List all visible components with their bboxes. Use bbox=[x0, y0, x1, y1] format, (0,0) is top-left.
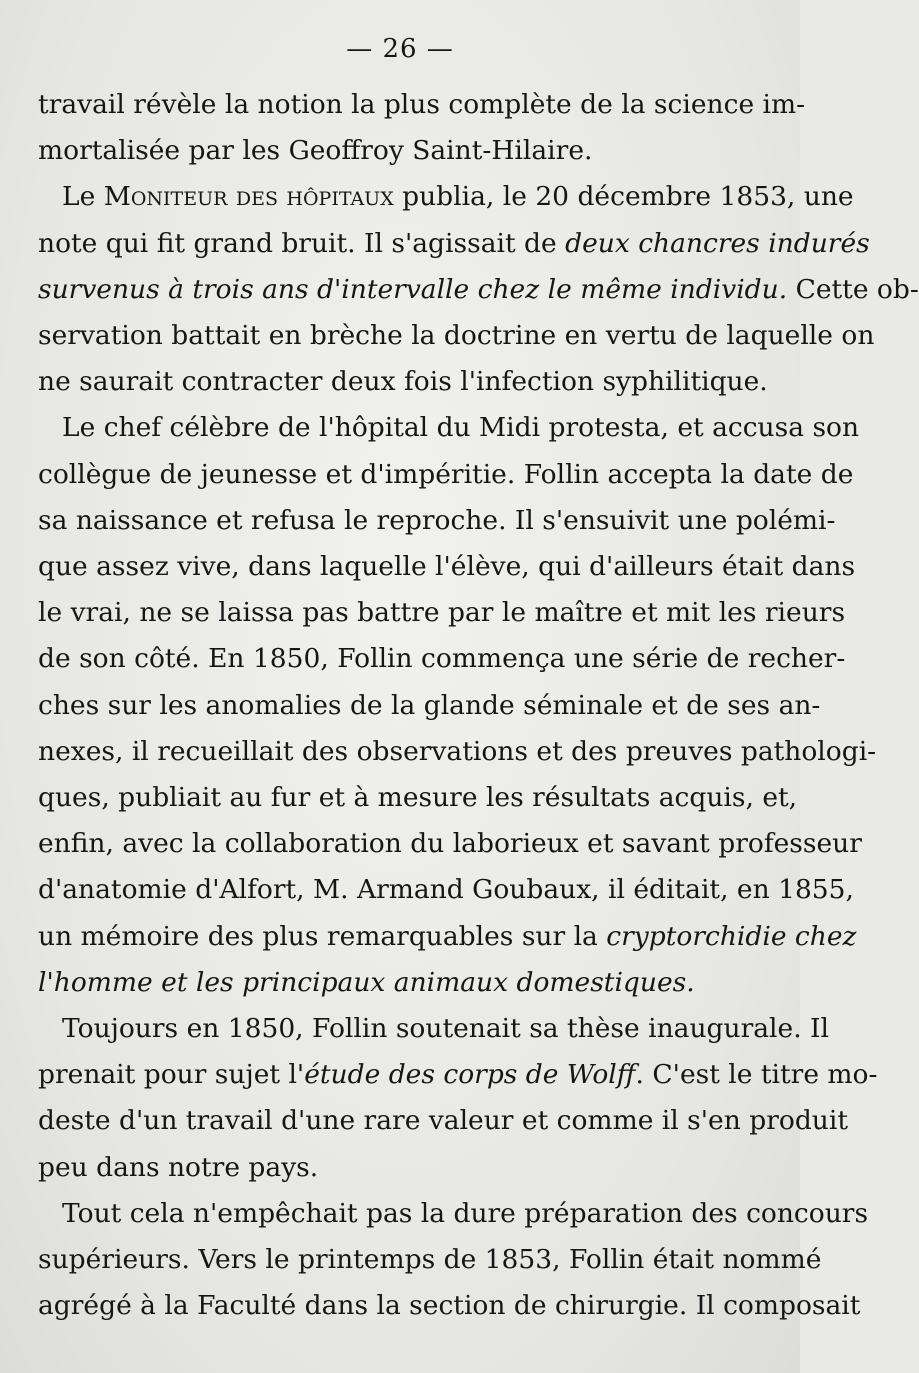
text-line bbox=[38, 405, 860, 451]
paragraph bbox=[38, 1006, 878, 1191]
text-line bbox=[38, 82, 806, 128]
italic-text: deux chancres indurés bbox=[565, 227, 870, 259]
text-run: Tout cela n'empêchait pas la dure préparation des concours bbox=[62, 1197, 869, 1229]
text-line bbox=[38, 1191, 869, 1237]
paragraph bbox=[38, 174, 919, 405]
text-run: de son côté. En 1850, Follin commença une série de recher- bbox=[38, 643, 846, 675]
text-run: le vrai, ne se laissa pas battre par le maître et mit les rieurs bbox=[38, 597, 846, 629]
page-number: — 26 — bbox=[346, 34, 454, 64]
text-run: ne saurait contracter deux fois l'infection syphilitique. bbox=[38, 366, 768, 398]
text-line bbox=[38, 1283, 861, 1329]
text-run: nexes, il recueillait des observations et des preuves pathologi- bbox=[38, 735, 877, 767]
text-run: Cette ob- bbox=[787, 273, 919, 305]
text-line bbox=[38, 313, 875, 359]
text-line bbox=[38, 174, 854, 220]
italic-text: étude des corps de Wolff bbox=[304, 1059, 636, 1091]
italic-text: cryptorchidie chez bbox=[606, 920, 857, 952]
body-text bbox=[38, 82, 919, 1329]
text-run: ches sur les anomalies de la glande séminale et de ses an- bbox=[38, 689, 821, 721]
text-line bbox=[38, 821, 862, 867]
text-run: mortalisée par les Geoffroy Saint-Hilaire. bbox=[38, 135, 593, 167]
text-run: publia, le 20 décembre 1853, une bbox=[393, 181, 854, 213]
text-line bbox=[38, 683, 821, 729]
text-run: que assez vive, dans laquelle l'élève, qui d'ailleurs était dans bbox=[38, 551, 856, 583]
text-line bbox=[38, 1098, 848, 1144]
text-line bbox=[38, 867, 854, 913]
text-line bbox=[38, 590, 846, 636]
text-run: Le chef célèbre de l'hôpital du Midi protesta, et accusa son bbox=[62, 412, 860, 444]
text-line bbox=[38, 636, 846, 682]
text-line bbox=[38, 1006, 829, 1052]
text-run: supérieurs. Vers le printemps de 1853, Follin était nommé bbox=[38, 1244, 822, 1276]
text-line bbox=[38, 128, 756, 174]
text-run: servation battait en brèche la doctrine en vertu de laquelle on bbox=[38, 320, 875, 352]
text-run: note qui fit grand bruit. Il s'agissait de bbox=[38, 227, 566, 259]
italic-text: l'homme et les principaux animaux domestiques. bbox=[38, 966, 695, 998]
text-run: collègue de jeunesse et d'impéritie. Follin accepta la date de bbox=[38, 458, 854, 490]
text-line bbox=[38, 1052, 878, 1098]
text-line bbox=[38, 775, 798, 821]
text-line bbox=[38, 1145, 756, 1191]
text-line bbox=[38, 1237, 822, 1283]
paragraph bbox=[38, 405, 877, 1006]
text-run: sa naissance et refusa le reproche. Il s'ensuivit une polémi- bbox=[38, 504, 836, 536]
text-line bbox=[38, 960, 756, 1006]
text-run: travail révèle la notion la plus complète de la science im- bbox=[38, 89, 806, 120]
text-run: . C'est le titre mo- bbox=[635, 1059, 878, 1091]
text-run: Le bbox=[62, 181, 104, 213]
text-line bbox=[38, 498, 836, 544]
small-caps-text: Moniteur des hôpitaux bbox=[103, 181, 394, 213]
text-line bbox=[38, 914, 857, 960]
text-line bbox=[38, 544, 856, 590]
text-run: enfin, avec la collaboration du laborieux et savant professeur bbox=[38, 828, 862, 860]
text-run: agrégé à la Faculté dans la section de chirurgie. Il composait bbox=[38, 1290, 861, 1322]
text-line bbox=[38, 452, 854, 498]
text-line bbox=[38, 359, 768, 405]
text-run: prenait pour sujet l' bbox=[38, 1059, 305, 1091]
text-run: deste d'un travail d'une rare valeur et comme il s'en produit bbox=[38, 1105, 848, 1137]
text-line bbox=[38, 221, 870, 267]
text-run: Toujours en 1850, Follin soutenait sa thèse inaugurale. Il bbox=[62, 1013, 829, 1045]
paragraph bbox=[38, 82, 806, 174]
text-line bbox=[38, 729, 877, 775]
text-run: peu dans notre pays. bbox=[38, 1151, 319, 1183]
text-line bbox=[38, 267, 919, 313]
italic-text: survenus à trois ans d'intervalle chez le même individu. bbox=[38, 273, 788, 305]
text-run: d'anatomie d'Alfort, M. Armand Goubaux, il éditait, en 1855, bbox=[38, 874, 854, 906]
text-run: ques, publiait au fur et à mesure les résultats acquis, et, bbox=[38, 782, 798, 814]
text-run: un mémoire des plus remarquables sur la bbox=[38, 920, 607, 952]
paragraph bbox=[38, 1191, 869, 1330]
